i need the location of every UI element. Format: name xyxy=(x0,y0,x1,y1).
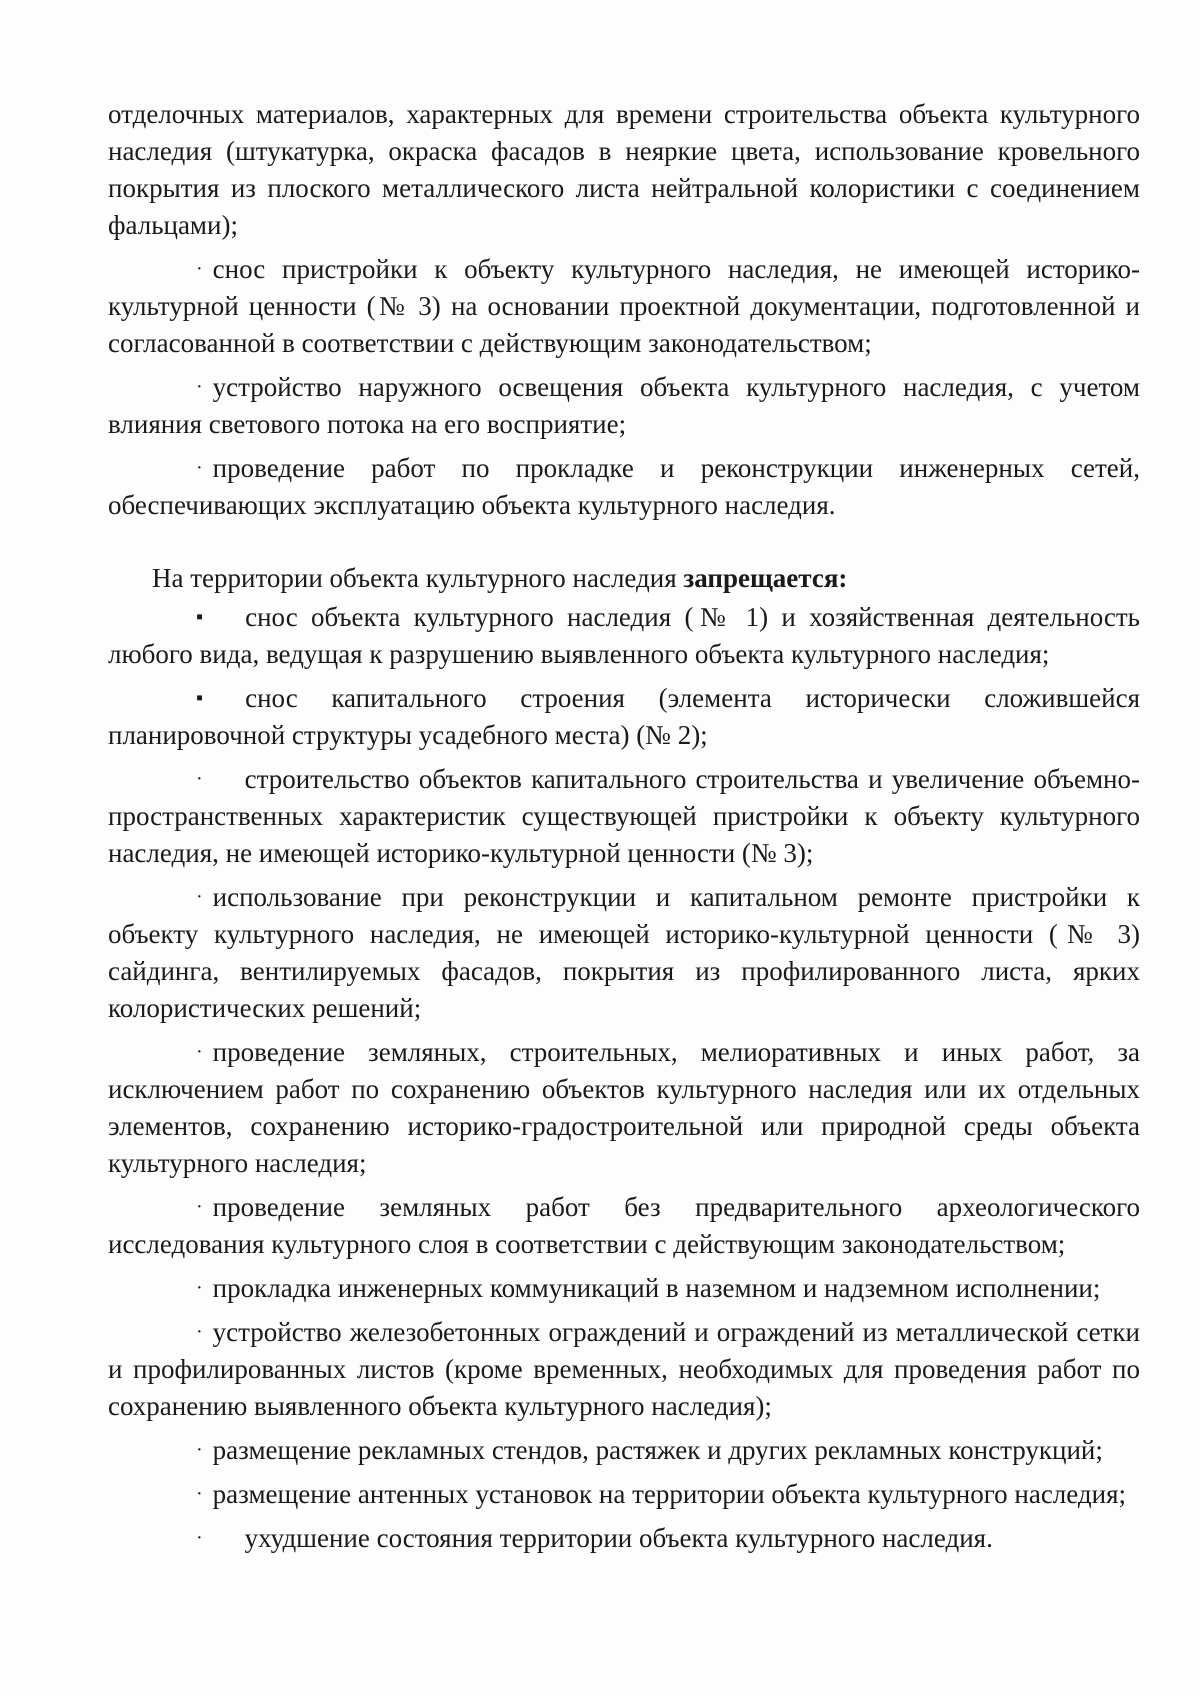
bullet-marker: · xyxy=(196,1041,203,1063)
bullet-marker: · xyxy=(196,1439,203,1461)
list-item xyxy=(108,450,1140,524)
bullet-marker: · xyxy=(196,1277,203,1299)
list-item-text: использование при реконструкции и капитальном ремонте пристройки к объекту культурного наследия, не имеющей историко-культурной ценности (№ 3) сайдинга, вентилируемых фасадов, покрытия из профилированного листа, ярких колористических решений; xyxy=(108,882,1140,1023)
bullet-marker: · xyxy=(196,886,203,908)
document-body xyxy=(108,96,1140,1564)
bullet-marker: · xyxy=(196,457,203,479)
bullet-marker: · xyxy=(196,376,203,398)
bullet-marker: · xyxy=(196,1321,203,1343)
list-item-text: размещение антенных установок на территории объекта культурного наследия; xyxy=(212,1479,1127,1509)
bullet-marker: · xyxy=(196,1196,203,1218)
list-item xyxy=(108,1189,1140,1263)
list-item xyxy=(108,1270,1140,1307)
list-item xyxy=(108,879,1140,1027)
list-item-text: строительство объектов капитального строительства и увеличение объемно-пространственных характеристик существующей пристройки к объекту культурного наследия, не имеющей историко-культурной ценности (№ 3); xyxy=(108,764,1140,868)
paragraph-text: отделочных материалов, характерных для времени строительства объекта культурного наследия (штукатурка, окраска фасадов в неяркие цвета, использование кровельного покрытия из плоского металлического листа нейтральной колористики с соединением фальцами); xyxy=(108,99,1140,240)
list-item-text: проведение работ по прокладке и реконструкции инженерных сетей, обеспечивающих эксплуатацию объекта культурного наследия. xyxy=(108,453,1140,520)
list-item-text: ухудшение состояния территории объекта культурного наследия. xyxy=(244,1523,993,1553)
list-item-text: проведение земляных, строительных, мелиоративных и иных работ, за исключением работ по сохранению объектов культурного наследия или их отдельных элементов, сохранению историко-градостроительной или природной среды объекта культурного наследия; xyxy=(108,1037,1140,1178)
bullet-marker: ▪ xyxy=(196,687,204,709)
list-item xyxy=(108,1520,1140,1557)
paragraph-continuation xyxy=(108,96,1140,244)
list-item-text: снос объекта культурного наследия (№ 1) и хозяйственная деятельность любого вида, ведущая к разрушению выявленного объекта культурного наследия; xyxy=(108,602,1140,669)
list-item xyxy=(108,251,1140,362)
list-item xyxy=(108,369,1140,443)
list-item-text: снос капитального строения (элемента исторически сложившейся планировочной структуры усадебного места) (№ 2); xyxy=(108,683,1140,750)
section-lead-emphasis: запрещается: xyxy=(683,563,848,593)
section-heading xyxy=(108,560,1140,597)
list-item xyxy=(108,1034,1140,1182)
bullet-marker: · xyxy=(196,1483,203,1505)
section-lead-text: На территории объекта культурного наследия xyxy=(152,563,677,593)
list-item xyxy=(108,1432,1140,1469)
list-item xyxy=(108,680,1140,754)
bullet-marker: · xyxy=(196,768,203,790)
list-item xyxy=(108,1476,1140,1513)
list-item-text: прокладка инженерных коммуникаций в наземном и надземном исполнении; xyxy=(212,1273,1101,1303)
list-item-text: устройство железобетонных ограждений и ограждений из металлической сетки и профилированных листов (кроме временных, необходимых для проведения работ по сохранению выявленного объекта культурного наследия); xyxy=(108,1317,1140,1421)
bullet-marker: · xyxy=(196,1527,203,1549)
bullet-marker: ▪ xyxy=(196,606,204,628)
list-item-text: размещение рекламных стендов, растяжек и других рекламных конструкций; xyxy=(212,1435,1103,1465)
list-item xyxy=(108,599,1140,673)
list-item-text: устройство наружного освещения объекта культурного наследия, с учетом влияния светового потока на его восприятие; xyxy=(108,372,1140,439)
list-item-text: снос пристройки к объекту культурного наследия, не имеющей историко-культурной ценности (№ 3) на основании проектной документации, подготовленной и согласованной в соответствии с действующим законодательством; xyxy=(108,254,1140,358)
bullet-marker: · xyxy=(196,258,203,280)
list-item xyxy=(108,1314,1140,1425)
list-item xyxy=(108,761,1140,872)
list-item-text: проведение земляных работ без предварительного археологического исследования культурного слоя в соответствии с действующим законодательством; xyxy=(108,1192,1140,1259)
